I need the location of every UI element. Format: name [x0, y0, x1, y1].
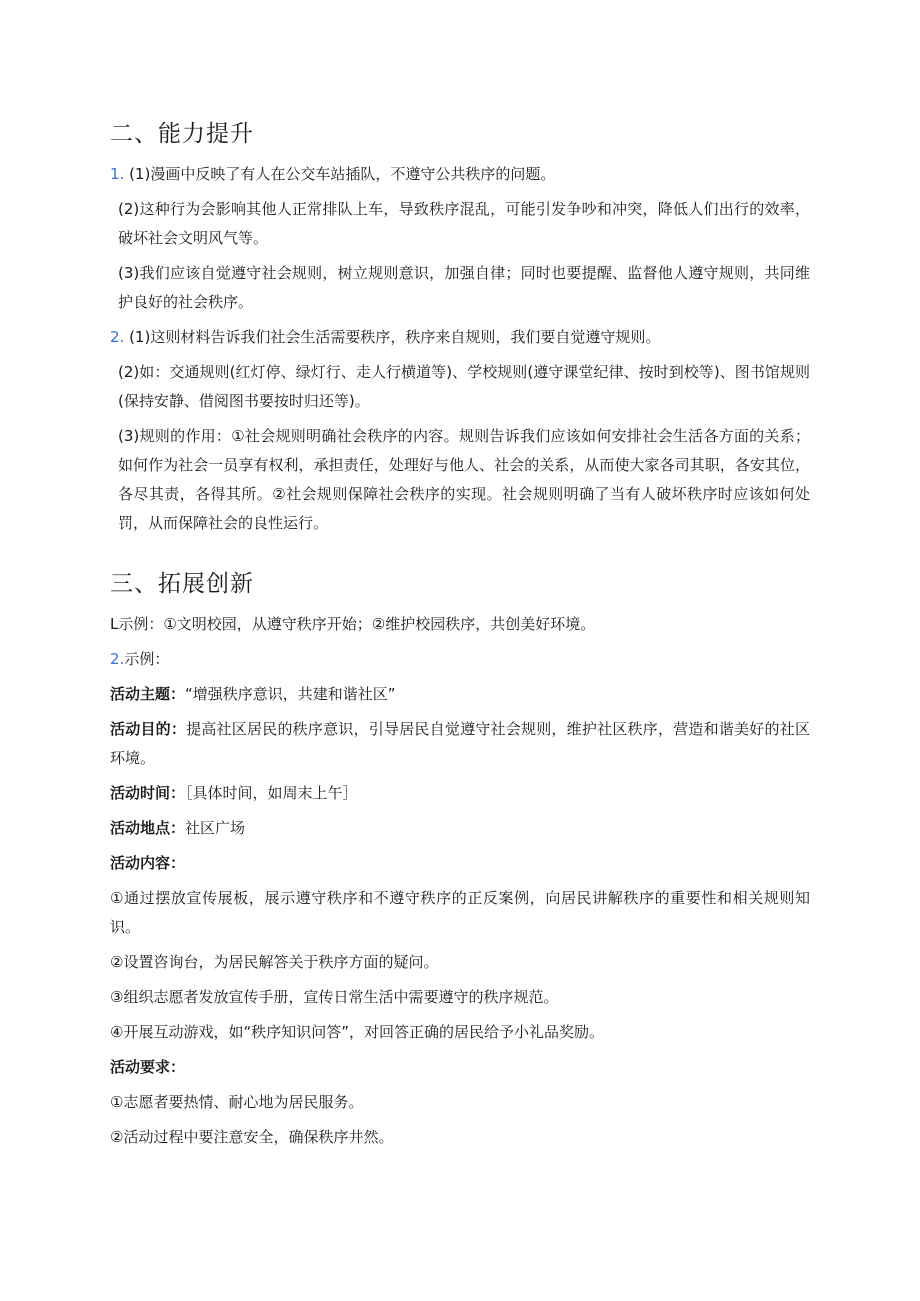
answer-2-part-2: (2)如：交通规则(红灯停、绿灯行、走人行横道等)、学校规则(遵守课堂纪律、按时到校等)、图书馆规则(保持安静、借阅图书要按时归还等)。 — [118, 363, 810, 410]
answer-text: (1)漫画中反映了有人在公交车站插队，不遵守公共秩序的问题。 — [124, 165, 556, 183]
requirement-item: ②活动过程中要注意安全，确保秩序井然。 — [110, 1128, 394, 1146]
extension-answer-2 — [110, 645, 810, 674]
section-heading-ability: 二、能力提升 — [110, 121, 254, 147]
question-number: 2. — [110, 328, 125, 346]
field-label: 活动主题： — [110, 685, 186, 703]
field-label: 活动目的： — [110, 720, 187, 738]
activity-time — [110, 779, 810, 808]
content-item: ①通过摆放宣传展板，展示遵守秩序和不遵守秩序的正反案例，向居民讲解秩序的重要性和相关规则知识。 — [110, 889, 810, 936]
content-item: ④开展互动游戏，如“秩序知识问答”，对回答正确的居民给予小礼品奖励。 — [110, 1023, 604, 1041]
question-number: 1. — [110, 165, 125, 183]
answer-text: 示例： — [124, 650, 170, 668]
requirement-item: ①志愿者要热情、耐心地为居民服务。 — [110, 1093, 364, 1111]
content-item: ②设置咨询台，为居民解答关于秩序方面的疑问。 — [110, 953, 439, 971]
answer-2-part-1 — [110, 323, 810, 352]
activity-content-label: 活动内容： — [110, 854, 186, 872]
field-value: 提高社区居民的秩序意识，引导居民自觉遵守社会规则，维护社区秩序，营造和谐美好的社区环境。 — [110, 720, 810, 767]
activity-theme — [110, 680, 810, 709]
document-page — [110, 118, 810, 1152]
extension-answer-1: L示例：①文明校园，从遵守秩序开始；②维护校园秩序，共创美好环境。 — [110, 615, 596, 633]
field-value: “增强秩序意识，共建和谐社区” — [185, 685, 396, 703]
activity-place — [110, 814, 810, 843]
answer-2-part-3: (3)规则的作用：①社会规则明确社会秩序的内容。规则告诉我们应该如何安排社会生活各方面的关系；如何作为社会一员享有权利，承担责任，处理好与他人、社会的关系，从而使大家各司其职，各安其位，各尽其责，各得其所。②社会规则保障社会秩序的实现。社会规则明确了当有人破坏秩序时应该如何处罚，从而保障社会的良性运行。 — [118, 427, 810, 532]
answer-1-part-2: (2)这种行为会影响其他人正常排队上车，导致秩序混乱，可能引发争吵和冲突，降低人们出行的效率，破坏社会文明风气等。 — [118, 200, 810, 247]
answer-text: (1)这则材料告诉我们社会生活需要秩序，秩序来自规则，我们要自觉遵守规则。 — [124, 328, 661, 346]
field-value: ［具体时间，如周末上午］ — [185, 784, 358, 802]
field-label: 活动地点： — [110, 819, 186, 837]
content-item: ③组织志愿者发放宣传手册，宣传日常生活中需要遵守的秩序规范。 — [110, 988, 559, 1006]
answer-1-part-1 — [110, 160, 810, 189]
activity-requirements-label: 活动要求： — [110, 1058, 186, 1076]
section-heading-extension: 三、拓展创新 — [110, 571, 254, 597]
answer-1-part-3: (3)我们应该自觉遵守社会规则，树立规则意识，加强自律；同时也要提醒、监督他人遵守规则，共同维护良好的社会秩序。 — [118, 264, 810, 311]
question-number: 2. — [110, 650, 125, 668]
activity-goal — [110, 715, 810, 773]
field-label: 活动时间： — [110, 784, 186, 802]
field-value: 社区广场 — [185, 819, 246, 837]
